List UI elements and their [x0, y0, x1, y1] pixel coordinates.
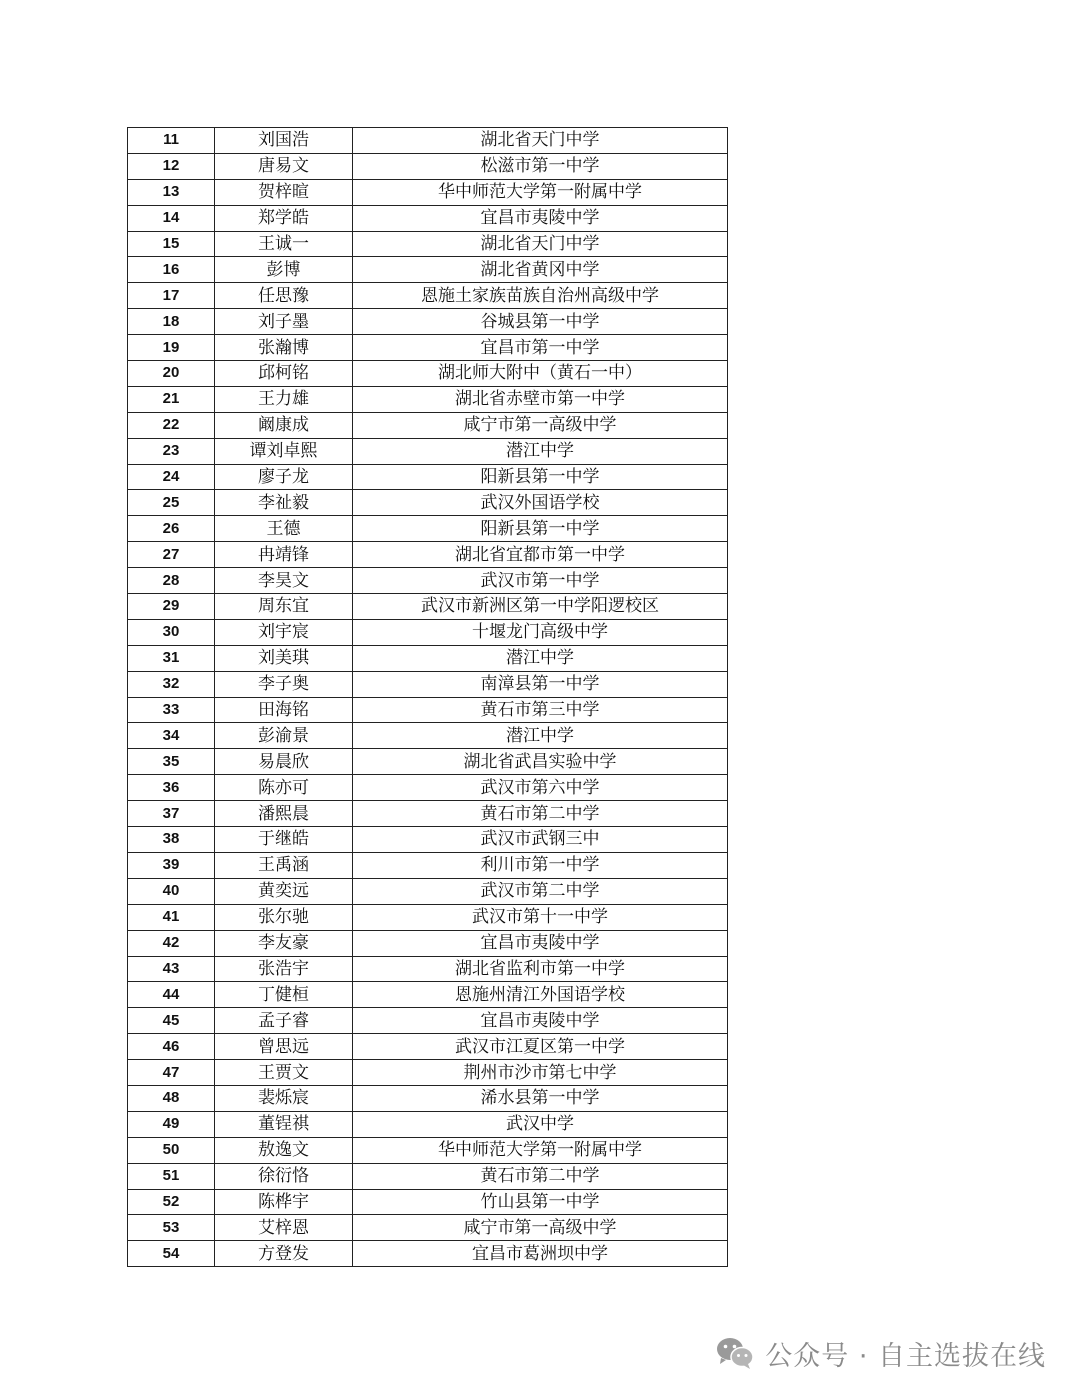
student-name-cell: 陈桦宇: [215, 1189, 353, 1215]
student-name-cell: 裴烁宸: [215, 1085, 353, 1111]
student-name-cell: 刘国浩: [215, 128, 353, 154]
school-name-cell: 武汉市武钢三中: [353, 827, 728, 853]
student-name-cell: 田海铭: [215, 697, 353, 723]
school-name-cell: 武汉市江夏区第一中学: [353, 1034, 728, 1060]
row-number-cell: 20: [128, 361, 215, 387]
table-row: [128, 1137, 728, 1163]
student-name-cell: 王贾文: [215, 1060, 353, 1086]
school-name-cell: 湖北省赤壁市第一中学: [353, 386, 728, 412]
student-name-cell: 廖子龙: [215, 464, 353, 490]
school-name-cell: 湖北师大附中（黄石一中）: [353, 361, 728, 387]
student-name-cell: 黄奕远: [215, 878, 353, 904]
student-name-cell: 谭刘卓熙: [215, 438, 353, 464]
student-name-cell: 王诚一: [215, 231, 353, 257]
table-row: [128, 231, 728, 257]
row-number-cell: 33: [128, 697, 215, 723]
table-row: [128, 257, 728, 283]
roster-body: [128, 128, 728, 1267]
school-name-cell: 阳新县第一中学: [353, 516, 728, 542]
school-name-cell: 宜昌市第一中学: [353, 335, 728, 361]
table-row: [128, 619, 728, 645]
table-row: [128, 438, 728, 464]
student-name-cell: 王德: [215, 516, 353, 542]
student-name-cell: 李昊文: [215, 568, 353, 594]
school-name-cell: 利川市第一中学: [353, 852, 728, 878]
table-row: [128, 542, 728, 568]
table-row: [128, 645, 728, 671]
school-name-cell: 宜昌市葛洲坝中学: [353, 1241, 728, 1267]
table-row: [128, 490, 728, 516]
student-name-cell: 孟子睿: [215, 1008, 353, 1034]
school-name-cell: 宜昌市夷陵中学: [353, 930, 728, 956]
school-name-cell: 武汉市第十一中学: [353, 904, 728, 930]
student-name-cell: 唐易文: [215, 153, 353, 179]
school-name-cell: 华中师范大学第一附属中学: [353, 1137, 728, 1163]
table-row: [128, 1034, 728, 1060]
school-name-cell: 恩施州清江外国语学校: [353, 982, 728, 1008]
table-row: [128, 412, 728, 438]
table-row: [128, 1085, 728, 1111]
table-row: [128, 464, 728, 490]
student-name-cell: 张瀚博: [215, 335, 353, 361]
table-row: [128, 1163, 728, 1189]
student-name-cell: 王力雄: [215, 386, 353, 412]
school-name-cell: 华中师范大学第一附属中学: [353, 179, 728, 205]
row-number-cell: 49: [128, 1111, 215, 1137]
table-row: [128, 723, 728, 749]
school-name-cell: 松滋市第一中学: [353, 153, 728, 179]
student-name-cell: 董锃祺: [215, 1111, 353, 1137]
table-row: [128, 749, 728, 775]
table-row: [128, 801, 728, 827]
student-name-cell: 周东宜: [215, 594, 353, 620]
student-name-cell: 王禹涵: [215, 852, 353, 878]
student-name-cell: 贺梓暄: [215, 179, 353, 205]
table-row: [128, 697, 728, 723]
row-number-cell: 13: [128, 179, 215, 205]
school-name-cell: 南漳县第一中学: [353, 671, 728, 697]
student-name-cell: 张浩宇: [215, 956, 353, 982]
row-number-cell: 43: [128, 956, 215, 982]
row-number-cell: 37: [128, 801, 215, 827]
student-name-cell: 方登发: [215, 1241, 353, 1267]
student-roster-table: [127, 127, 728, 1267]
table-row: [128, 827, 728, 853]
student-name-cell: 潘熙晨: [215, 801, 353, 827]
student-name-cell: 于继皓: [215, 827, 353, 853]
school-name-cell: 武汉市第六中学: [353, 775, 728, 801]
row-number-cell: 34: [128, 723, 215, 749]
school-name-cell: 谷城县第一中学: [353, 309, 728, 335]
wechat-icon: [715, 1336, 755, 1370]
school-name-cell: 浠水县第一中学: [353, 1085, 728, 1111]
table-row: [128, 1241, 728, 1267]
table-row: [128, 283, 728, 309]
row-number-cell: 15: [128, 231, 215, 257]
school-name-cell: 恩施土家族苗族自治州高级中学: [353, 283, 728, 309]
school-name-cell: 咸宁市第一高级中学: [353, 1215, 728, 1241]
table-row: [128, 361, 728, 387]
row-number-cell: 11: [128, 128, 215, 154]
student-name-cell: 李友豪: [215, 930, 353, 956]
table-row: [128, 309, 728, 335]
table-row: [128, 1189, 728, 1215]
row-number-cell: 35: [128, 749, 215, 775]
row-number-cell: 26: [128, 516, 215, 542]
school-name-cell: 阳新县第一中学: [353, 464, 728, 490]
table-row: [128, 878, 728, 904]
student-name-cell: 冉靖锋: [215, 542, 353, 568]
student-name-cell: 彭渝景: [215, 723, 353, 749]
student-name-cell: 丁健桓: [215, 982, 353, 1008]
school-name-cell: 武汉市第一中学: [353, 568, 728, 594]
row-number-cell: 12: [128, 153, 215, 179]
school-name-cell: 咸宁市第一高级中学: [353, 412, 728, 438]
school-name-cell: 荆州市沙市第七中学: [353, 1060, 728, 1086]
school-name-cell: 湖北省监利市第一中学: [353, 956, 728, 982]
row-number-cell: 40: [128, 878, 215, 904]
table-row: [128, 671, 728, 697]
table-row: [128, 386, 728, 412]
table-row: [128, 594, 728, 620]
row-number-cell: 31: [128, 645, 215, 671]
student-name-cell: 刘子墨: [215, 309, 353, 335]
table-row: [128, 982, 728, 1008]
table-row: [128, 852, 728, 878]
school-name-cell: 湖北省宜都市第一中学: [353, 542, 728, 568]
table-row: [128, 1111, 728, 1137]
table-row: [128, 516, 728, 542]
row-number-cell: 48: [128, 1085, 215, 1111]
school-name-cell: 潜江中学: [353, 723, 728, 749]
table-row: [128, 1060, 728, 1086]
row-number-cell: 18: [128, 309, 215, 335]
student-name-cell: 徐衍恪: [215, 1163, 353, 1189]
student-name-cell: 刘美琪: [215, 645, 353, 671]
table-row: [128, 128, 728, 154]
table-row: [128, 904, 728, 930]
row-number-cell: 24: [128, 464, 215, 490]
student-name-cell: 任思豫: [215, 283, 353, 309]
row-number-cell: 46: [128, 1034, 215, 1060]
student-name-cell: 李祉毅: [215, 490, 353, 516]
student-name-cell: 李子奥: [215, 671, 353, 697]
row-number-cell: 36: [128, 775, 215, 801]
table-row: [128, 335, 728, 361]
school-name-cell: 湖北省黄冈中学: [353, 257, 728, 283]
student-name-cell: 艾梓恩: [215, 1215, 353, 1241]
row-number-cell: 32: [128, 671, 215, 697]
row-number-cell: 17: [128, 283, 215, 309]
watermark: [715, 1333, 1046, 1373]
school-name-cell: 黄石市第三中学: [353, 697, 728, 723]
table-row: [128, 930, 728, 956]
row-number-cell: 30: [128, 619, 215, 645]
student-name-cell: 陈亦可: [215, 775, 353, 801]
row-number-cell: 42: [128, 930, 215, 956]
row-number-cell: 28: [128, 568, 215, 594]
student-name-cell: 敖逸文: [215, 1137, 353, 1163]
school-name-cell: 武汉市第二中学: [353, 878, 728, 904]
row-number-cell: 39: [128, 852, 215, 878]
row-number-cell: 38: [128, 827, 215, 853]
school-name-cell: 宜昌市夷陵中学: [353, 1008, 728, 1034]
row-number-cell: 23: [128, 438, 215, 464]
school-name-cell: 宜昌市夷陵中学: [353, 205, 728, 231]
row-number-cell: 50: [128, 1137, 215, 1163]
watermark-text: 公众号 · 自主选拔在线: [765, 1340, 1046, 1372]
table-row: [128, 775, 728, 801]
school-name-cell: 潜江中学: [353, 645, 728, 671]
row-number-cell: 21: [128, 386, 215, 412]
row-number-cell: 16: [128, 257, 215, 283]
row-number-cell: 25: [128, 490, 215, 516]
school-name-cell: 武汉中学: [353, 1111, 728, 1137]
row-number-cell: 29: [128, 594, 215, 620]
school-name-cell: 武汉市新洲区第一中学阳逻校区: [353, 594, 728, 620]
table-row: [128, 1008, 728, 1034]
row-number-cell: 52: [128, 1189, 215, 1215]
table-row: [128, 568, 728, 594]
school-name-cell: 湖北省天门中学: [353, 128, 728, 154]
row-number-cell: 53: [128, 1215, 215, 1241]
table-row: [128, 956, 728, 982]
row-number-cell: 22: [128, 412, 215, 438]
row-number-cell: 41: [128, 904, 215, 930]
row-number-cell: 54: [128, 1241, 215, 1267]
row-number-cell: 47: [128, 1060, 215, 1086]
student-name-cell: 彭博: [215, 257, 353, 283]
school-name-cell: 潜江中学: [353, 438, 728, 464]
school-name-cell: 竹山县第一中学: [353, 1189, 728, 1215]
row-number-cell: 14: [128, 205, 215, 231]
row-number-cell: 44: [128, 982, 215, 1008]
student-name-cell: 郑学皓: [215, 205, 353, 231]
student-name-cell: 阚康成: [215, 412, 353, 438]
table-row: [128, 179, 728, 205]
school-name-cell: 武汉外国语学校: [353, 490, 728, 516]
table-row: [128, 205, 728, 231]
row-number-cell: 45: [128, 1008, 215, 1034]
school-name-cell: 湖北省武昌实验中学: [353, 749, 728, 775]
student-name-cell: 邱柯铭: [215, 361, 353, 387]
school-name-cell: 黄石市第二中学: [353, 801, 728, 827]
student-name-cell: 张尔驰: [215, 904, 353, 930]
student-name-cell: 曾思远: [215, 1034, 353, 1060]
table-row: [128, 1215, 728, 1241]
school-name-cell: 湖北省天门中学: [353, 231, 728, 257]
table-row: [128, 153, 728, 179]
student-name-cell: 刘宇宸: [215, 619, 353, 645]
school-name-cell: 黄石市第二中学: [353, 1163, 728, 1189]
student-name-cell: 易晨欣: [215, 749, 353, 775]
row-number-cell: 19: [128, 335, 215, 361]
row-number-cell: 27: [128, 542, 215, 568]
row-number-cell: 51: [128, 1163, 215, 1189]
school-name-cell: 十堰龙门高级中学: [353, 619, 728, 645]
